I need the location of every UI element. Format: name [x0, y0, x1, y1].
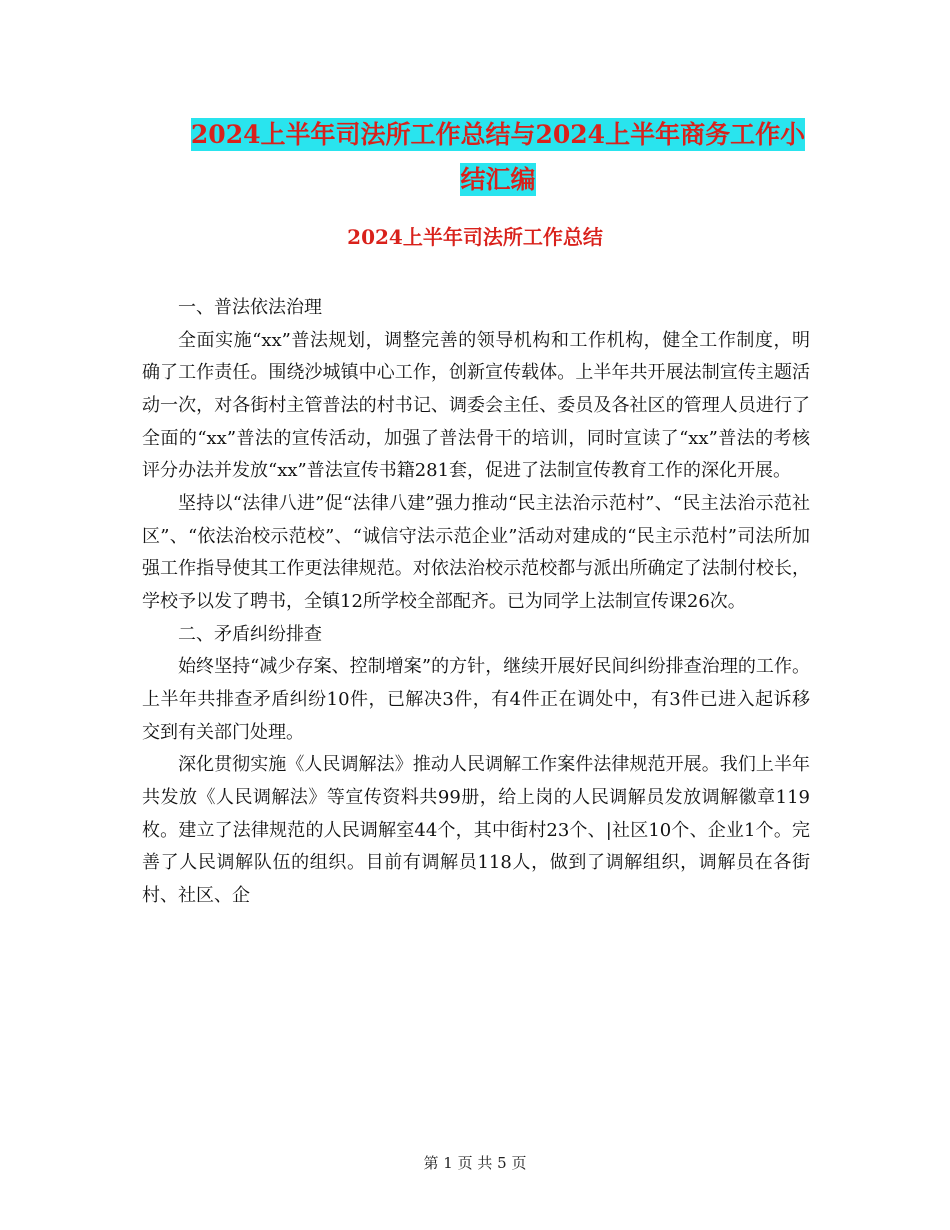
- document-body: [142, 292, 810, 912]
- section-title: 2024上半年司法所工作总结: [347, 225, 603, 249]
- paragraph: 全面实施“xx”普法规划，调整完善的领导机构和工作机构，健全工作制度，明确了工作责任。围绕沙城镇中心工作，创新宣传载体。上半年共开展法制宣传主题活动一次，对各街村主管普法的村书记、调委会主任、委员及各社区的管理人员进行了全面的“xx”普法的宣传活动，加强了普法骨干的培训，同时宣读了“xx”普法的考核评分办法并发放“xx”普法宣传书籍281套，促进了法制宣传教育工作的深化开展。: [142, 329, 810, 482]
- document-title: [186, 112, 810, 202]
- page-footer: 第 1 页 共 5 页: [423, 1154, 527, 1172]
- section-heading-1: 一、普法依法治理: [178, 297, 322, 318]
- paragraph: 始终坚持“减少存案、控制增案”的方针，继续开展好民间纠纷排查治理的工作。上半年共排查矛盾纠纷10件，已解决3件，有4件正在调处中，有3件已进入起诉移交到有关部门处理。: [142, 656, 810, 743]
- paragraph: 坚持以“法律八进”促“法律八建”强力推动“民主法治示范村”、“民主法治示范社区”、“依法治校示范校”、“诚信守法示范企业”活动对建成的“民主示范村”司法所加强工作指导使其工作更法律规范。对依法治校示范校都与派出所确定了法制付校长，学校予以发了聘书，全镇12所学校全部配齐。已为同学上法制宣传课26次。: [142, 492, 810, 612]
- paragraph: 深化贯彻实施《人民调解法》推动人民调解工作案件法律规范开展。我们上半年共发放《人民调解法》等宣传资料共99册，给上岗的人民调解员发放调解徽章119枚。建立了法律规范的人民调解室44个，其中街村23个、|社区10个、企业1个。完善了人民调解队伍的组织。目前有调解员118人，做到了调解组织，调解员在各街村、社区、企: [142, 754, 810, 906]
- section-heading-2: 二、矛盾纠纷排查: [178, 623, 322, 645]
- document-title-text: 2024上半年司法所工作总结与2024上半年商务工作小结汇编: [190, 120, 806, 194]
